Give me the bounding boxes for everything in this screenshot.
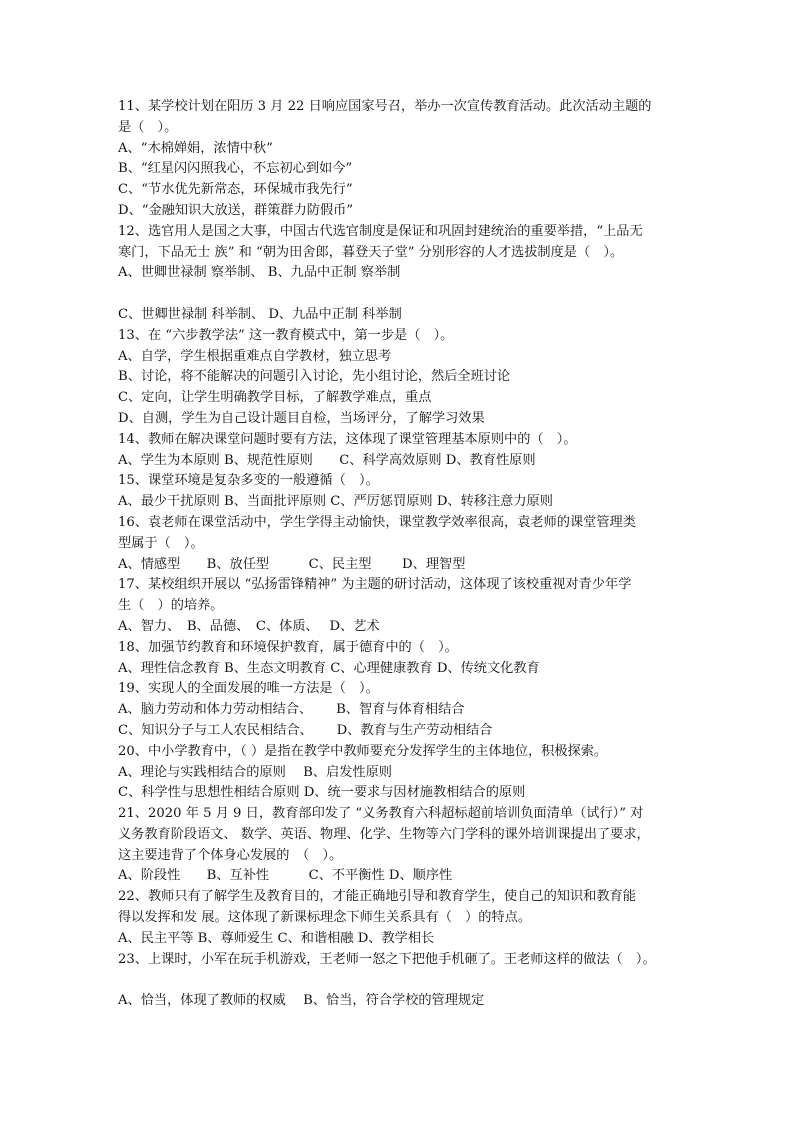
text-line: 14、教师在解决课堂问题时要有方法，这体现了课堂管理基本原则中的（ ）。: [118, 431, 577, 447]
text-line: A、“木棉婵娟，浓情中秋”: [118, 140, 273, 156]
text-line: A、脑力劳动和体力劳动相结合、 B、智育与体育相结合: [118, 702, 465, 718]
text-line: 生（ ）的培养。: [118, 598, 224, 614]
text-line: C、定向，让学生明确教学目标，了解教学难点，重点: [118, 390, 432, 406]
text-line: 12、选官用人是国之大事，中国古代选官制度是保证和巩固封建统治的重要举措，“上品无: [118, 223, 643, 239]
text-line: 22、教师只有了解学生及教育目的，才能正确地引导和教育学生，使自己的知识和教育能: [118, 889, 636, 905]
text-line: A、学生为本原则 B、规范性原则 C、科学高效原则 D、教育性原则: [118, 452, 536, 468]
text-line: 17、某校组织开展以 “弘扬雷锋精神” 为主题的研讨活动，这体现了该校重视对青少年学: [118, 577, 632, 593]
text-line: 寒门，下品无士 族” 和 “朝为田舍郎，暮登天子堂” 分别形容的人才选拔制度是（ ）。: [118, 244, 624, 260]
text-line: A、情感型 B、放任型 C、民主型 D、理智型: [118, 556, 466, 572]
text-line: A、理论与实践相结合的原则 B、启发性原则: [118, 764, 392, 780]
text-line: C、知识分子与工人农民相结合、 D、教育与生产劳动相结合: [118, 722, 493, 738]
text-line: D、自测，学生为自己设计题目自检，当场评分，了解学习效果: [118, 410, 485, 426]
blank-line: [118, 970, 690, 991]
text-line: C、科学性与思想性相结合原则 D、统一要求与因材施教相结合的原则: [118, 785, 526, 801]
text-line: A、阶段性 B、互补性 C、不平衡性 D、顺序性: [118, 868, 453, 884]
text-line: 这主要违背了个体身心发展的 （ ）。: [118, 847, 343, 863]
text-line: 得以发挥和发 展。这体现了新课标理念下师生关系具有（ ）的特点。: [118, 910, 532, 926]
text-line: C、世卿世禄制 科举制、 D、九品中正制 科举制: [118, 306, 402, 322]
text-line: 11、某学校计划在阳历 3 月 22 日响应国家号召，举办一次宣传教育活动。此次活动主题的: [118, 99, 652, 114]
text-line: 15、课堂环境是复杂多变的一般遵循（ ）。: [118, 473, 379, 489]
text-line: B、讨论，将不能解决的问题引入讨论，先小组讨论，然后全班讨论: [118, 369, 511, 385]
text-line: A、世卿世禄制 察举制、 B、九品中正制 察举制: [118, 265, 401, 281]
text-line: 是（ ）。: [118, 119, 178, 135]
text-line: A、自学，学生根据重难点自学教材，独立思考: [118, 348, 392, 364]
text-line: A、理性信念教育 B、生态文明教育 C、心理健康教育 D、传统文化教育: [118, 660, 540, 676]
text-line: 19、实现人的全面发展的唯一方法是（ ）。: [118, 681, 379, 697]
text-line: A、最少干扰原则 B、当面批评原则 C、严厉惩罚原则 D、转移注意力原则: [118, 494, 553, 510]
text-line: A、民主平等 B、尊师爱生 C、和谐相融 D、教学相长: [118, 930, 435, 946]
text-line: 21、2020 年 5 月 9 日，教育部印发了 “义务教育六科超标超前培训负面清单（试行）” 对: [118, 806, 644, 822]
text-line: 义务教育阶段语文、 数学、英语、物理、化学、生物等六门学科的课外培训课提出了要求，: [118, 826, 650, 842]
question-text-block: [118, 97, 690, 1012]
blank-line: [118, 284, 690, 305]
text-line: 13、在 “六步教学法” 这一教育模式中，第一步是（ ）。: [118, 327, 454, 343]
text-line: 20、中小学教育中，（ ）是指在教学中教师要充分发挥学生的主体地位，积极探索。: [118, 743, 608, 759]
text-line: D、“金融知识大放送，群策群力防假币”: [118, 202, 354, 218]
text-line: B、“红星闪闪照我心，不忘初心到如今”: [118, 161, 353, 177]
text-line: A、恰当，体现了教师的权威 B、恰当，符合学校的管理规定: [118, 993, 485, 1009]
text-line: 型属于（ ）。: [118, 535, 204, 551]
text-line: C、“节水优先新常态，环保城市我先行”: [118, 182, 353, 198]
text-line: 23、上课时，小军在玩手机游戏，王老师一怒之下把他手机砸了。王老师这样的做法（ ）。: [118, 951, 656, 967]
text-line: 18、加强节约教育和环境保护教育，属于德育中的（ ）。: [118, 639, 458, 655]
text-line: A、智力、 B、品德、 C、体质、 D、艺术: [118, 618, 380, 634]
text-line: 16、袁老师在课堂活动中，学生学得主动愉快，课堂教学效率很高，袁老师的课堂管理类: [118, 514, 636, 530]
